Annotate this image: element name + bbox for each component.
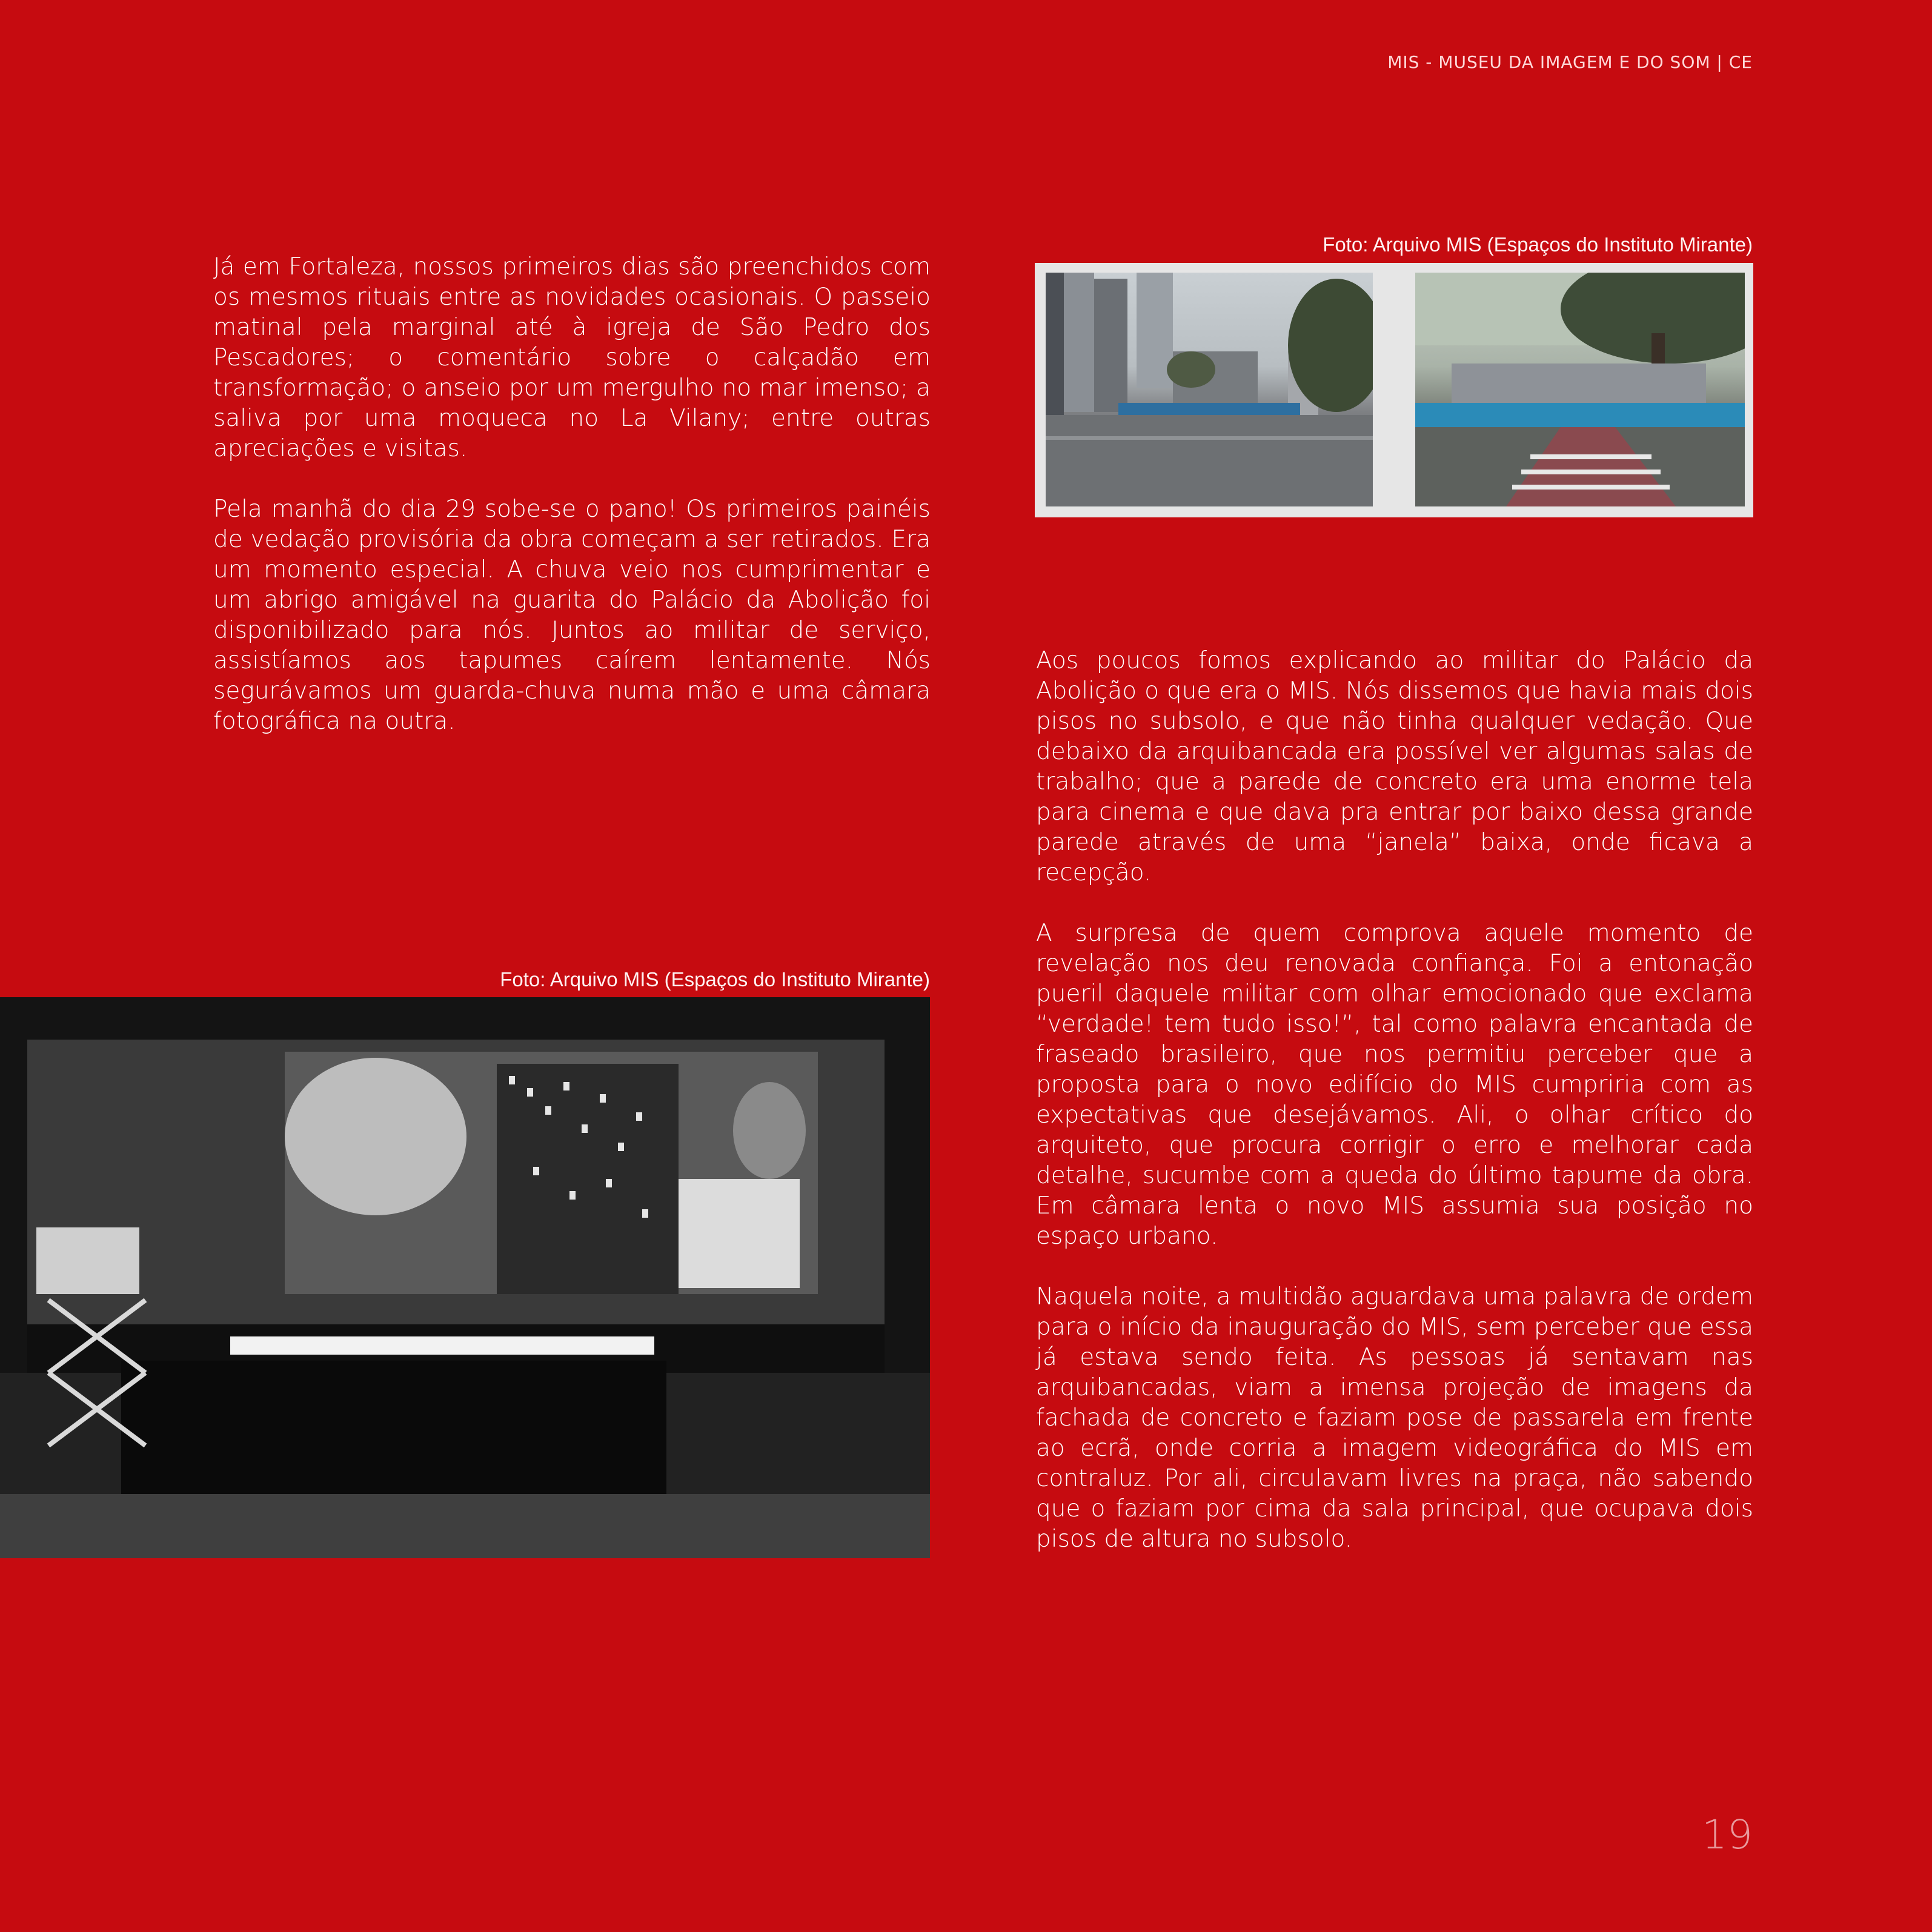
left-paragraph-2: Pela manhã do dia 29 sobe-se o pano! Os primeiros painéis de vedação provisória da obra começam a ser retirados. Era um momento especial. A chuva veio nos cumprimentar e um abrigo amigável na guarita do Palácio da Abolição foi disponibilizado para nós. Juntos ao militar de serviço, assistíamos aos tapumes caírem lentamente. Nós segurávamos um guarda-chuva numa mão e uma câmara fotográfica na outra. [213, 496, 931, 735]
photo-crosswalk-tree [1415, 273, 1745, 506]
running-header: MIS - MUSEU DA IMAGEM E DO SOM | CE [1387, 52, 1753, 72]
left-text-column [213, 252, 931, 767]
right-paragraph-1: Aos poucos fomos explicando ao militar do Palácio da Abolição o que era o MIS. Nós dissemos que havia mais dois pisos no subsolo, e que não tinha qualquer vedação. Que debaixo da arquibancada era possível ver algumas salas de trabalho; que a parede de concreto era uma enorme tela para cinema e que dava pra entrar por baixo dessa grande parede através de uma “janela” baixa, onde ficava a recepção. [1036, 647, 1753, 886]
photo-night-projection [0, 997, 930, 1558]
photo-caption-top: Foto: Arquivo MIS (Espaços do Instituto Mirante) [1323, 233, 1753, 256]
left-paragraph-1: Já em Fortaleza, nossos primeiros dias são preenchidos com os mesmos rituais entre as novidades ocasionais. O passeio matinal pela marginal até à igreja de São Pedro dos Pescadores; o comentário sobre o calçadão em transformação; o anseio por um mergulho no mar imenso; a saliva por uma moqueca no La Vilany; entre outras apreciações e visitas. [213, 253, 931, 462]
photo-caption-bottom: Foto: Arquivo MIS (Espaços do Instituto Mirante) [500, 968, 930, 991]
page-number: 19 [1702, 1811, 1753, 1858]
right-text-column [1036, 646, 1753, 1585]
right-paragraph-2: A surpresa de quem comprova aquele momento de revelação nos deu renovada confiança. Foi a entonação pueril daquele militar com olhar emocionado que exclama “verdade! tem tudo isso!”, tal como palavra encantada de fraseado brasileiro, que nos permitiu perceber que a proposta para o novo edifício do MIS cumpriria com as expectativas que desejávamos. Ali, o olhar crítico do arquiteto, que procura corrigir o erro e melhorar cada detalhe, sucumbe com a queda do último tapume da obra. Em câmara lenta o novo MIS assumia sua posição no espaço urbano. [1036, 920, 1753, 1250]
photo-street-buildings [1046, 273, 1373, 506]
right-paragraph-3: Naquela noite, a multidão aguardava uma palavra de ordem para o início da inauguração do MIS, sem perceber que essa já estava sendo feita. As pessoas já sentavam nas arquibancadas, viam a imensa projeção de imagens da fachada de concreto e faziam pose de passarela em frente ao ecrã, onde corria a imagem videográfica do MIS em contraluz. Por ali, circulavam livres na praça, não sabendo que o faziam por cima da sala principal, que ocupava dois pisos de altura no subsolo. [1036, 1283, 1753, 1553]
photo-pair-frame [1035, 263, 1753, 517]
